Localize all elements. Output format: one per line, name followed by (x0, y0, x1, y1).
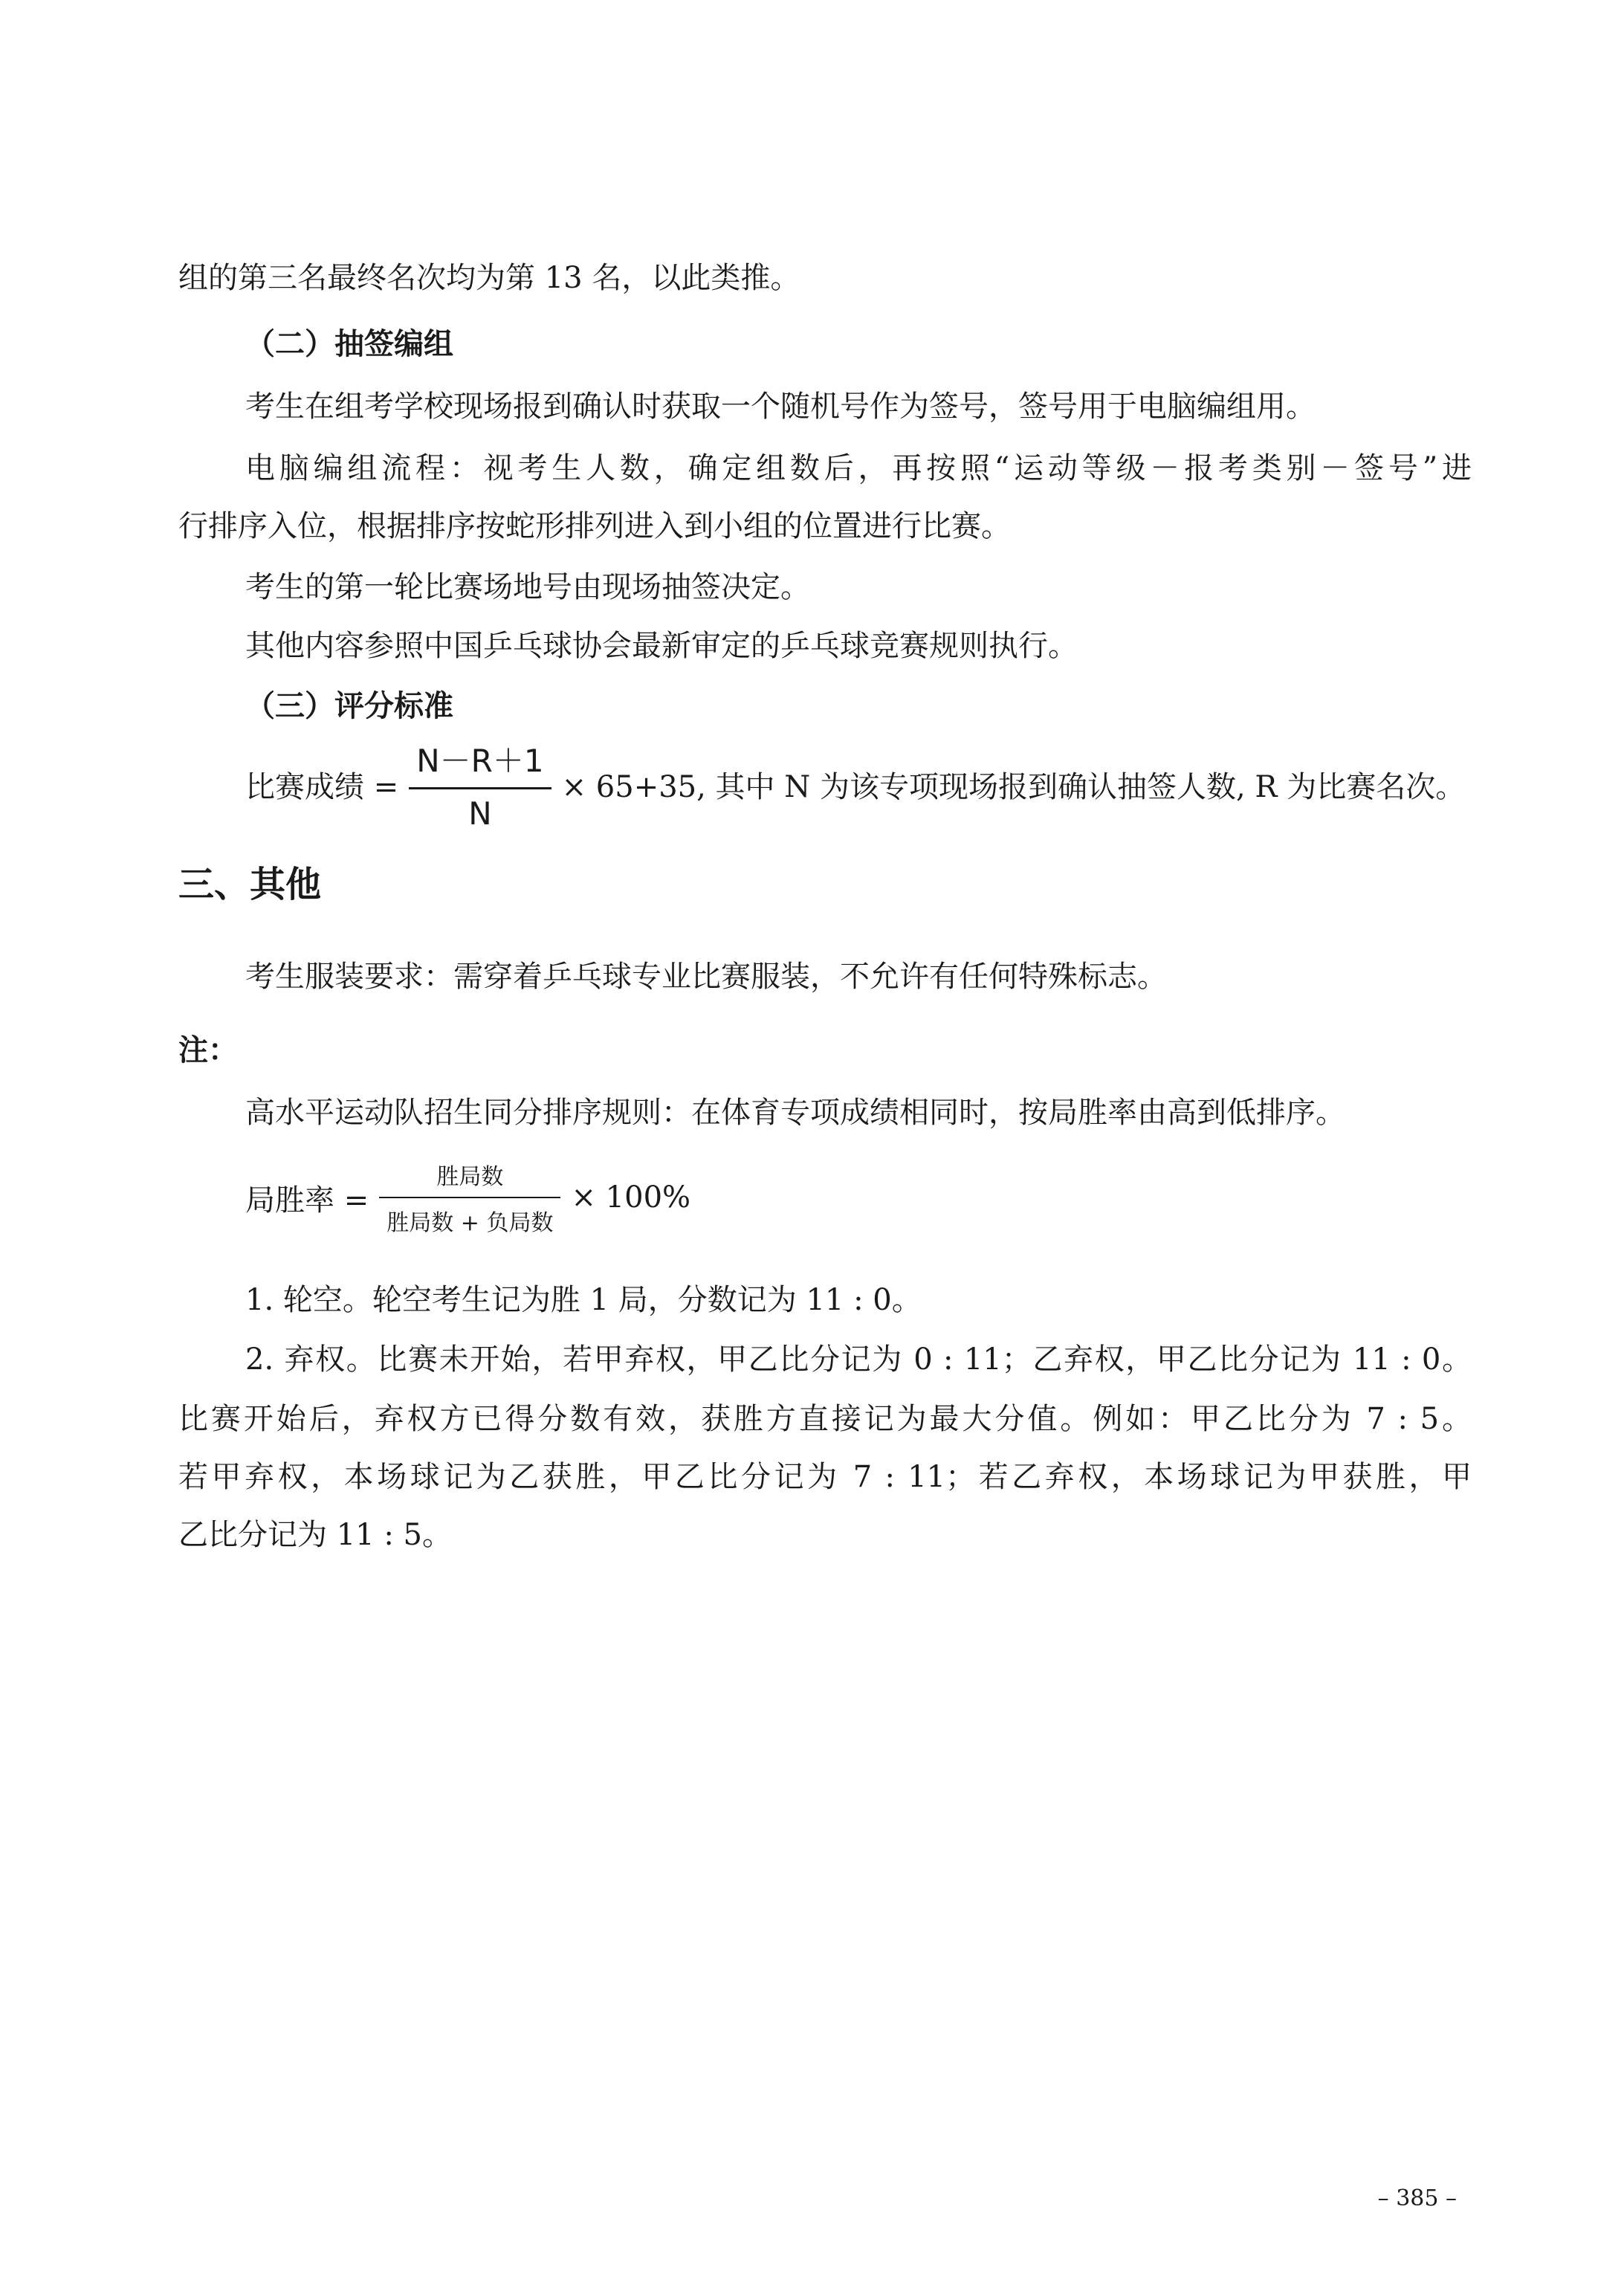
paragraph-signing: 考生在组考学校现场报到确认时获取一个随机号作为签号，签号用于电脑编组用。 (245, 390, 1316, 424)
paragraph-grouping-line2: 行排序入位，根据排序按蛇形排列进入到小组的位置进行比赛。 (178, 509, 1011, 543)
paragraph-dress-code: 考生服装要求：需穿着乒乓球专业比赛服装，不允许有任何特殊标志。 (245, 960, 1167, 994)
page-number: – 385 – (1377, 2185, 1457, 2211)
winrate-formula-rhs: × 100% (571, 1180, 691, 1215)
subsection-heading-draw: （二）抽签编组 (245, 326, 453, 361)
score-formula (245, 732, 1465, 836)
winrate-formula-numerator: 胜局数 (436, 1164, 504, 1190)
winrate-formula-fraction (379, 1158, 560, 1237)
list-item-forfeit-line4: 乙比分记为 11 : 5。 (178, 1518, 452, 1552)
winrate-formula (245, 1157, 690, 1238)
score-formula-rhs: × 65+35, 其中 N 为该专项现场报到确认抽签人数, R 为比赛名次。 (561, 769, 1466, 804)
subsection-heading-scoring: （三）评分标准 (245, 688, 453, 723)
paragraph-venue-draw: 考生的第一轮比赛场地号由现场抽签决定。 (245, 570, 810, 604)
paragraph-line: 组的第三名最终名次均为第 13 名，以此类推。 (178, 261, 800, 295)
paragraph-grouping-line1: 电脑编组流程：视考生人数，确定组数后，再按照“运动等级－报考类别－签号”进 (245, 451, 1472, 485)
list-item-forfeit-line3: 若甲弃权，本场球记为乙获胜，甲乙比分记为 7 : 11；若乙弃权，本场球记为甲获胜，甲 (178, 1460, 1472, 1494)
winrate-formula-denominator: 胜局数 + 负局数 (386, 1210, 554, 1236)
paragraph-rules-reference: 其他内容参照中国乒乓球协会最新审定的乒乓球竞赛规则执行。 (245, 629, 1078, 663)
winrate-formula-lhs: 局胜率 = (245, 1183, 369, 1218)
paragraph-tiebreak-rule: 高水平运动队招生同分排序规则：在体育专项成绩相同时，按局胜率由高到低排序。 (245, 1096, 1345, 1130)
score-formula-numerator: N－R＋1 (416, 743, 544, 779)
section-heading-other: 三、其他 (178, 864, 322, 905)
score-formula-denominator: N (468, 795, 492, 832)
score-formula-fraction (409, 737, 551, 832)
list-item-forfeit-line2: 比赛开始后，弃权方已得分数有效，获胜方直接记为最大分值。例如：甲乙比分为 7 : 5。 (178, 1402, 1472, 1436)
note-label: 注： (178, 1032, 238, 1067)
list-item-forfeit-line1: 2. 弃权。比赛未开始，若甲弃权，甲乙比分记为 0 : 11；乙弃权，甲乙比分记为 11 : 0。 (245, 1342, 1472, 1377)
list-item-bye: 1. 轮空。轮空考生记为胜 1 局，分数记为 11 : 0。 (245, 1283, 922, 1317)
score-formula-lhs: 比赛成绩 = (245, 769, 399, 804)
